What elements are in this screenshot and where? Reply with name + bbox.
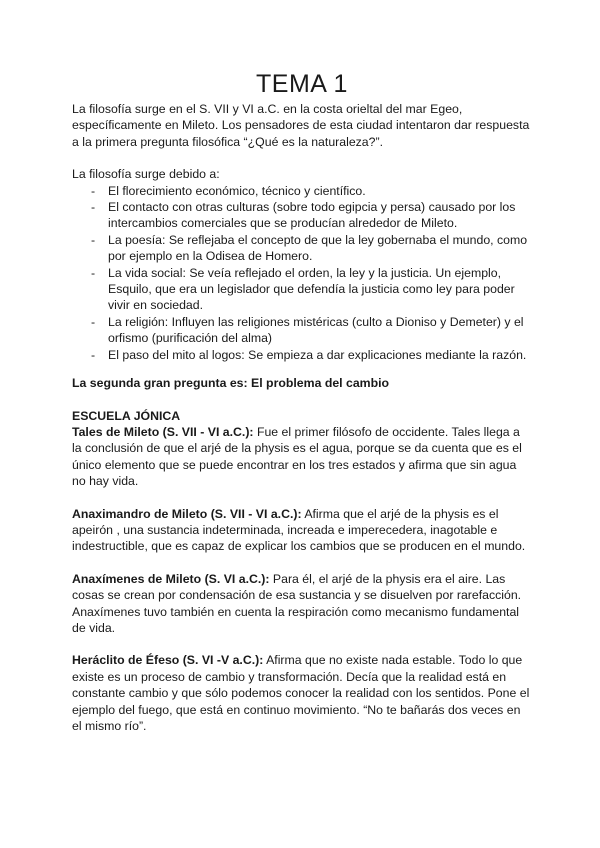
list-item [72, 232, 532, 265]
list-item [72, 314, 532, 347]
list-item-text: La vida social: Se veía reflejado el orden, la ley y la justicia. Un ejemplo, Esquilo, que era un legislador que defendía la justicia como ley para poder vivir en sociedad. [108, 265, 515, 313]
bullet-dash: - [91, 200, 96, 215]
philosopher-text: Afirma que el arjé de la physis es el apeirón , una sustancia indeterminada, increada e imperecedera, inagotable e indestructible, que es capaz de explicar los cambios que se producen en el mundo. [72, 506, 526, 554]
list-item-text: El florecimiento económico, técnico y científico. [108, 183, 366, 198]
philosopher-name: Tales de Mileto (S. VII - VI a.C.): [72, 424, 254, 439]
page-title: TEMA 1 [256, 70, 348, 98]
philosopher-name: Anaxímenes de Mileto (S. VI a.C.): [72, 571, 270, 586]
intro-paragraph: La filosofía surge en el S. VII y VI a.C. en la costa orieltal del mar Egeo, específicamente en Mileto. Los pensadores de esta ciudad intentaron dar respuesta a la primera pregunta filosófica “¿Qué es la naturaleza?”. [72, 102, 530, 149]
list-item [72, 199, 532, 232]
philosopher-anaximandro [72, 506, 532, 555]
philosopher-tales [72, 424, 532, 490]
philosopher-name: Anaximandro de Mileto (S. VII - VI a.C.): [72, 506, 302, 521]
list-item [72, 183, 532, 199]
list-item-text: La poesía: Se reflejaba el concepto de que la ley gobernaba el mundo, como por ejemplo en la Odisea de Homero. [108, 232, 528, 264]
list-item-text: El contacto con otras culturas (sobre todo egipcia y persa) causado por los intercambios comerciales que se producían alrededor de Mileto. [108, 200, 516, 231]
philosopher-text: Afirma que no existe nada estable. Todo lo que existe es un proceso de cambio y transformación. Decía que la realidad está en constante cambio y que sólo podemos conocer la realidad con los sentidos. Pone el ejemplo del fuego, que está en continuo movimiento. “No te bañarás dos veces en el mismo río”. [72, 653, 530, 733]
second-question-heading: La segunda gran pregunta es: El problema del cambio [72, 376, 390, 391]
bullet-dash: - [91, 265, 96, 280]
bullet-dash: - [91, 314, 96, 329]
list-item [72, 347, 532, 363]
list-item-text: El paso del mito al logos: Se empieza a dar explicaciones mediante la razón. [108, 347, 527, 362]
school-heading: ESCUELA JÓNICA [72, 408, 181, 423]
philosopher-text: Para él, el arjé de la physis era el aire. Las cosas se crean por condensación de esa sustancia y se disuelven por rarefacción. Anaxímenes tuvo también en cuenta la respiración como mecanismo fundamental de vida. [72, 571, 522, 635]
document-page [72, 70, 532, 734]
philosopher-anaximenes [72, 571, 532, 637]
list-item [72, 265, 532, 314]
bullet-dash: - [91, 232, 96, 247]
causes-list [72, 183, 532, 363]
philosopher-heraclito [72, 652, 532, 734]
bullet-dash: - [91, 183, 96, 198]
philosopher-name: Heráclito de Éfeso (S. VI -V a.C.): [72, 653, 264, 668]
philosopher-text: Fue el primer filósofo de occidente. Tales llega a la conclusión de que el arjé de la physis es el agua, porque se da cuenta que es el único elemento que se puede encontrar en los tres estados y afirma que sin agua no hay vida. [72, 424, 522, 489]
bullet-dash: - [91, 347, 96, 362]
list-item-text: La religión: Influyen las religiones mistéricas (culto a Dioniso y Demeter) y el orfismo (purificación del alma) [108, 314, 524, 346]
causes-heading: La filosofía surge debido a: [72, 167, 220, 182]
